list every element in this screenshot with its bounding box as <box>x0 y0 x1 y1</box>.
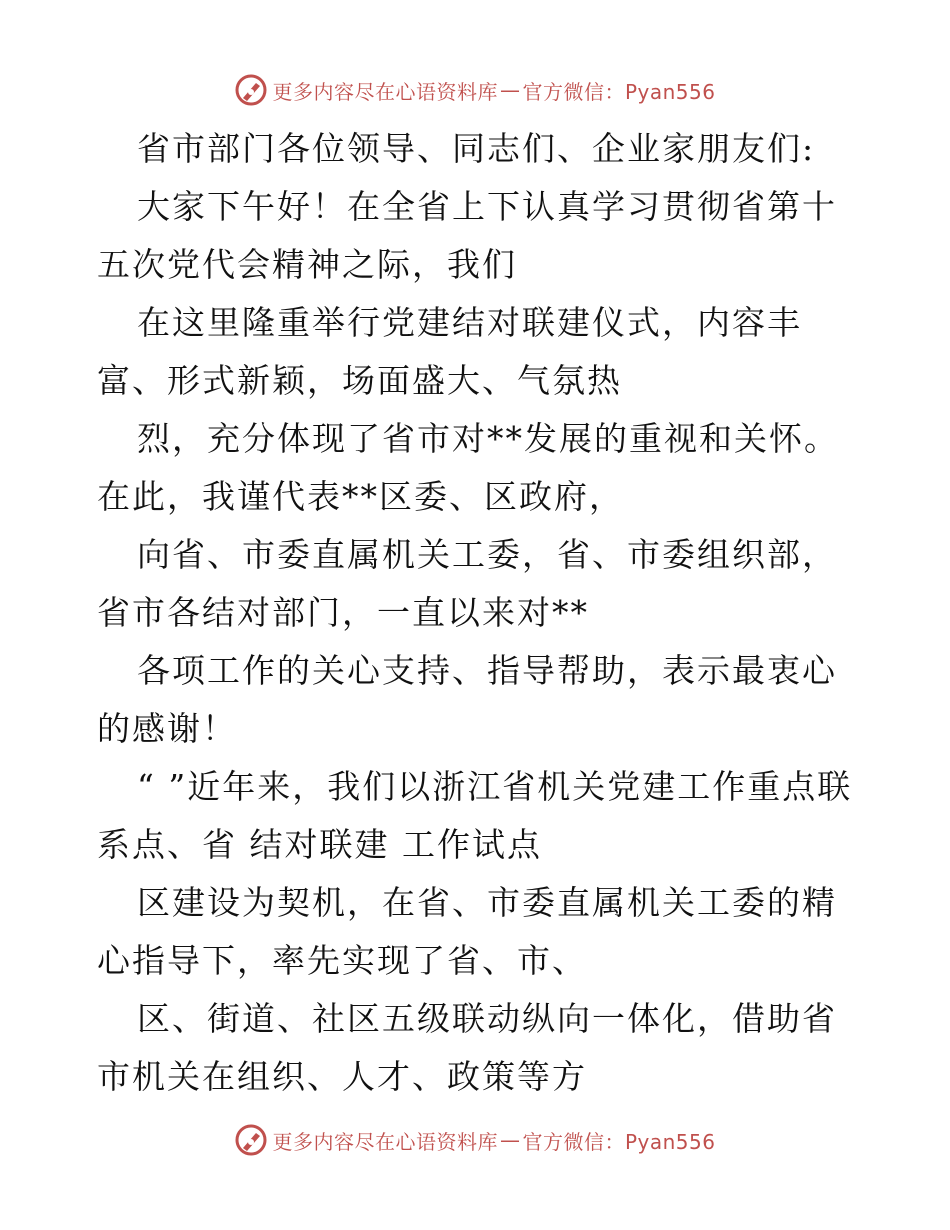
paragraph: “ ”近年来，我们以浙江省机关党建工作重点联系点、省 结对联建 工作试点 <box>97 767 853 864</box>
paragraph: 区建设为契机，在省、市委直属机关工委的精心指导下，率先实现了省、市、 <box>97 883 837 980</box>
paragraph: 各项工作的关心支持、指导帮助，表示最衷心的感谢！ <box>97 651 837 748</box>
paragraph: 在这里隆重举行党建结对联建仪式，内容丰富、形式新颖，场面盛大、气氛热 <box>97 303 802 400</box>
header-banner-suffix: 官方微信：Pyan556 <box>522 79 716 104</box>
header-banner-dash: — <box>499 78 521 102</box>
footer-banner-text: 更多内容尽在心语资料库 <box>272 1129 498 1154</box>
pen-logo-icon <box>234 73 268 107</box>
footer-banner-dash: — <box>499 1128 521 1152</box>
pen-logo-icon <box>234 1123 268 1157</box>
header-banner-text: 更多内容尽在心语资料库 <box>272 79 498 104</box>
footer-banner <box>0 1120 950 1160</box>
paragraph: 烈，充分体现了省市对**发展的重视和关怀。在此，我谨代表**区委、区政府， <box>97 419 839 516</box>
paragraph: 省市部门各位领导、同志们、企业家朋友们: <box>137 129 816 168</box>
footer-banner-suffix: 官方微信：Pyan556 <box>522 1129 716 1154</box>
header-banner <box>0 70 950 110</box>
paragraph: 区、街道、社区五级联动纵向一体化，借助省市机关在组织、人才、政策等方 <box>97 999 837 1096</box>
document-body <box>97 120 857 1106</box>
paragraph: 向省、市委直属机关工委，省、市委组织部，省市各结对部门，一直以来对** <box>97 535 837 632</box>
paragraph: 大家下午好！在全省上下认真学习贯彻省第十五次党代会精神之际，我们 <box>97 187 837 284</box>
